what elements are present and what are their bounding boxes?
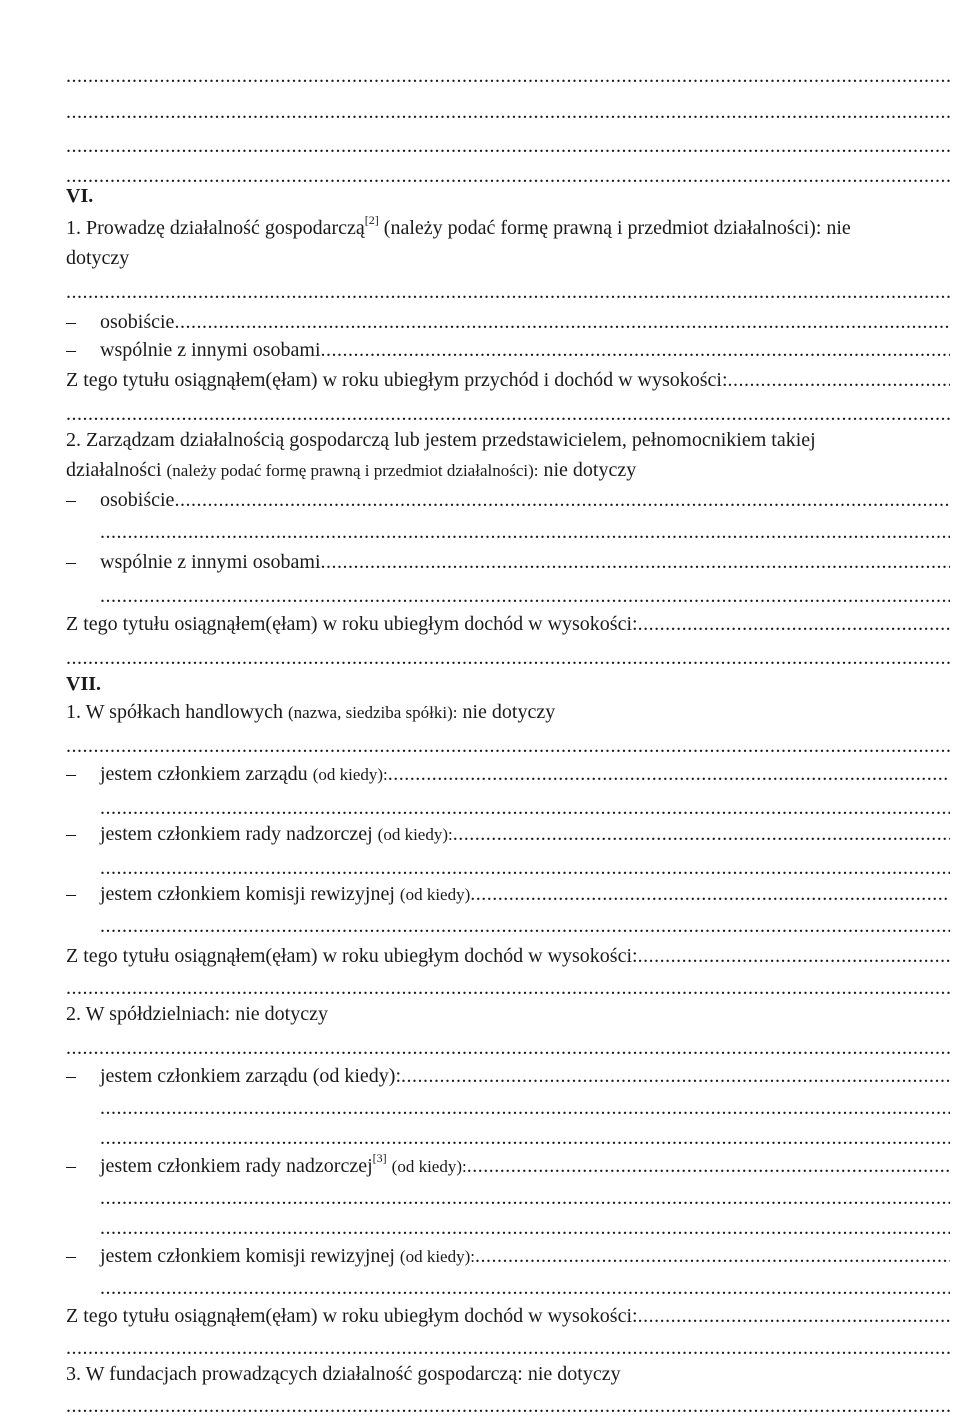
blank-line [100, 1186, 950, 1210]
vii-1-supervisory: – jestem członkiem rady nadzorczej (od kiedy): ..... [66, 822, 950, 847]
vi-item-1: 1. Prowadzę działalność gospodarczą[2] (należy podać formę prawną i przedmiot działalności): nie [66, 216, 851, 239]
blank-line [100, 1096, 950, 1120]
section-vii-heading: VII. [66, 673, 102, 695]
blank-line [100, 856, 950, 880]
blank-line [66, 734, 950, 758]
vi-2-joint: – wspólnie z innymi osobami ..... [66, 550, 950, 574]
blank-line [100, 914, 950, 938]
blank-line [100, 584, 950, 608]
blank-line [66, 646, 950, 670]
blank-line [66, 134, 950, 158]
vi-item-2-cont: działalności (należy podać formę prawną i przedmiot działalności): nie dotyczy [66, 459, 637, 481]
vi-1-income: Z tego tytułu osiągnąłem(ęłam) w roku ubiegłym przychód i dochód w wysokości: ..... [66, 368, 950, 392]
blank-line [66, 1336, 950, 1360]
vii-1-income: Z tego tytułu osiągnąłem(ęłam) w roku ubiegłym dochód w wysokości: ..... [66, 944, 950, 968]
vi-2-personal: – osobiście ..... [66, 488, 950, 512]
vi-item-1-cont: dotyczy [66, 247, 130, 269]
blank-line [66, 100, 950, 124]
vii-item-1: 1. W spółkach handlowych (nazwa, siedziba spółki): nie dotyczy [66, 701, 556, 723]
blank-line [66, 1394, 950, 1418]
blank-line [100, 796, 950, 820]
blank-line [66, 64, 950, 88]
vii-2-income: Z tego tytułu osiągnąłem(ęłam) w roku ubiegłym dochód w wysokości: ..... [66, 1304, 950, 1328]
blank-line [100, 1216, 950, 1240]
blank-line [66, 1036, 950, 1060]
section-vi-heading: VI. [66, 185, 94, 207]
vii-2-supervisory: – jestem członkiem rady nadzorczej[3] (od kiedy): ..... [66, 1154, 950, 1179]
vii-item-3: 3. W fundacjach prowadzących działalność gospodarczą: nie dotyczy [66, 1363, 621, 1385]
vi-1-personal: – osobiście ..... [66, 310, 950, 334]
blank-line [66, 402, 950, 426]
vii-2-board: – jestem członkiem zarządu (od kiedy): ..... [66, 1064, 950, 1088]
vii-1-board: – jestem członkiem zarządu (od kiedy): ..... [66, 762, 950, 787]
blank-line [66, 280, 950, 304]
blank-line [66, 976, 950, 1000]
vii-1-audit: – jestem członkiem komisji rewizyjnej (od kiedy) ..... [66, 882, 950, 907]
vii-item-2: 2. W spółdzielniach: nie dotyczy [66, 1003, 328, 1025]
blank-line [100, 1276, 950, 1300]
vii-2-audit: – jestem członkiem komisji rewizyjnej (od kiedy): ..... [66, 1244, 950, 1269]
vi-1-joint: – wspólnie z innymi osobami ..... [66, 338, 950, 362]
vi-2-income: Z tego tytułu osiągnąłem(ęłam) w roku ubiegłym dochód w wysokości: ..... [66, 612, 950, 636]
vi-item-2: 2. Zarządzam działalnością gospodarczą lub jestem przedstawicielem, pełnomocnikiem takiej [66, 429, 816, 451]
blank-line [100, 1126, 950, 1150]
blank-line [100, 520, 950, 544]
